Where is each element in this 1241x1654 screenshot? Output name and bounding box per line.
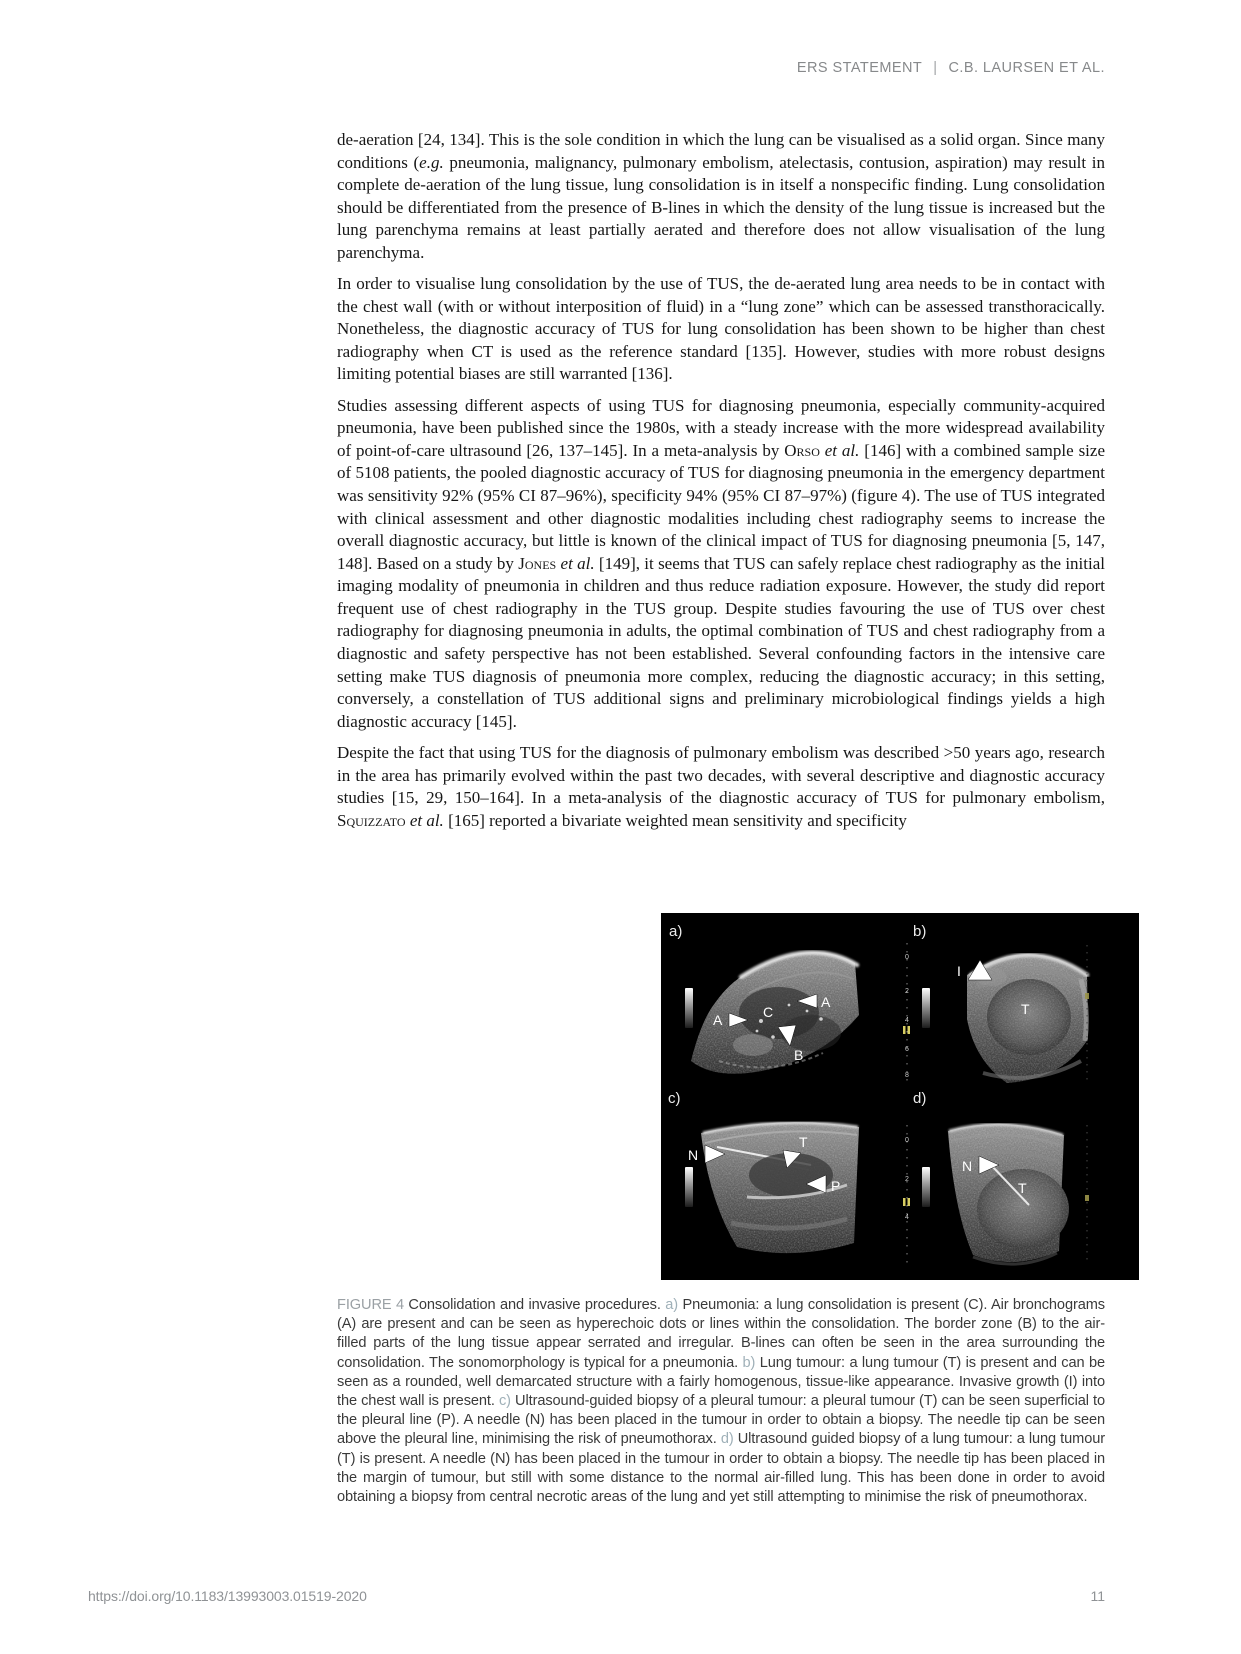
panel-a-letter-consolidation: C	[763, 1004, 774, 1020]
panel-a-label: a)	[669, 923, 683, 940]
header-journal-label: ERS STATEMENT	[796, 60, 923, 76]
figure-4-caption: FIGURE 4 Consolidation and invasive procedures. a) Pneumonia: a lung consolidation is present (C). Air bronchograms (A) are present and can be seen as hyperechoic dots or lines within the consolidation. The border zone (B) to the air-filled parts of the lung tissue appear serrated and irregular. B-lines can often be seen in the area surrounding the consolidation. The sonomorphology is typical for a pneumonia. b) Lung tumour: a lung tumour (T) is present and can be seen as a rounded, well demarcated structure with a fairly homogenous, tissue-like appearance. Invasive growth (I) into the chest wall is present. c) Ultrasound-guided biopsy of a pleural tumour: a pleural tumour (T) can be seen superficial to the pleural line (P). A needle (N) has been placed in the tumour in order to obtain a biopsy. The needle tip can be seen above the pleural line, minimising the risk of pneumothorax. d) Ultrasound guided biopsy of a lung tumour: a lung tumour (T) is present. A needle (N) has been placed in the tumour in order to obtain a biopsy. The needle tip has been placed in the margin of tumour, but still with some distance to the normal air-filled lung. This has been done in order to avoid obtaining a biopsy from central necrotic areas of the lung and yet still attempting to minimise the risk of pneumothorax.	[337, 1297, 1105, 1506]
ruler-mark: 0	[905, 1137, 909, 1144]
panel-a-letter-border: B	[794, 1047, 804, 1063]
panel-d-letter-needle: N	[962, 1158, 973, 1174]
ruler-mark: 0	[905, 954, 909, 961]
ruler-mark: 6	[905, 1046, 909, 1053]
ruler-mark: 2	[905, 1176, 909, 1183]
figure-4-image	[661, 913, 1139, 1280]
header-authors: C.B. LAURSEN ET AL.	[948, 60, 1105, 76]
body-paragraph-3: Studies assessing different aspects of using TUS for diagnosing pneumonia, especially community-acquired pneumonia, have been published since the 1980s, with a steady increase with the more widespread availability of point-of-care ultrasound [26, 137–145]. In a meta-analysis by Orso et al. [146] with a combined sample size of 5108 patients, the pooled diagnostic accuracy of TUS for diagnosing pneumonia in the emergency department was sensitivity 92% (95% CI 87–96%), specificity 94% (95% CI 87–97%) (figure 4). The use of TUS integrated with clinical assessment and other diagnostic modalities including chest radiography seems to increase the overall diagnostic accuracy, but little is known of the clinical impact of TUS for diagnosing pneumonia [5, 147, 148]. Based on a study by Jones et al. [149], it seems that TUS can safely replace chest radiography as the initial imaging modality of pneumonia in children and thus reduce radiation exposure. However, the study did report frequent use of chest radiography in the TUS group. Despite studies favouring the use of TUS over chest radiography for diagnosing pneumonia in adults, the optimal combination of TUS and chest radiography from a diagnostic and safety perspective has not been established. Several confounding factors in the intensive care setting make TUS diagnosis of pneumonia more complex, reducing the diagnostic accuracy; in this setting, conversely, a constellation of TUS additional signs and preliminary microbiological findings yields a high diagnostic accuracy [145].	[337, 395, 1105, 731]
ruler-mark: 4	[905, 1017, 909, 1024]
body-paragraph-4: Despite the fact that using TUS for the diagnosis of pulmonary embolism was described >50 years ago, research in the area has primarily evolved within the past two decades, with several descriptive and diagnostic accuracy studies [15, 29, 150–164]. In a meta-analysis of the diagnostic accuracy of TUS for pulmonary embolism, Squizzato et al. [165] reported a bivariate weighted mean sensitivity and specificity	[337, 742, 1105, 830]
panel-a-letter-air-1: A	[713, 1012, 723, 1028]
panel-b-label: b)	[913, 923, 927, 940]
grayscale-bar	[685, 988, 693, 1028]
ruler-mark: 2	[905, 988, 909, 995]
header-separator: |	[933, 60, 938, 76]
right-focus-marker-icon	[1085, 1195, 1089, 1201]
body-paragraph-2: In order to visualise lung consolidation by the use of TUS, the de-aerated lung area needs to be in contact with the chest wall (with or without interposition of fluid) in a “lung zone” which can be assessed transthoracically. Nonetheless, the diagnostic accuracy of TUS for lung consolidation has been shown to be higher than chest radiography when CT is used as the reference standard [135]. However, studies with more robust designs limiting potential biases are still warranted [136].	[337, 274, 1105, 384]
ruler-mark: 4	[905, 1214, 909, 1221]
body-paragraph-1: de-aeration [24, 134]. This is the sole condition in which the lung can be visualised as a solid organ. Since many conditions (e.g. pneumonia, malignancy, pulmonary embolism, atelectasis, contusion, aspiration) may result in complete de-aeration of the lung tissue, lung consolidation is in itself a nonspecific finding. Lung consolidation should be differentiated from the presence of B-lines in which the density of the lung tissue is increased but the lung parenchyma remains at least partially aerated and therefore does not allow visualisation of the lung parenchyma.	[337, 130, 1105, 262]
body-text-column	[337, 129, 1105, 841]
panel-c-letter-tumour: T	[799, 1134, 808, 1150]
panel-a-letter-air-2: A	[821, 994, 831, 1010]
panel-d-label: d)	[913, 1090, 927, 1107]
grayscale-bar	[922, 1167, 930, 1207]
ruler-mark: 8	[905, 1072, 909, 1079]
footer-page-number: 11	[1090, 1588, 1105, 1604]
grayscale-bar	[685, 1167, 693, 1207]
running-header	[337, 60, 1105, 76]
panel-c-letter-pleura: P	[831, 1178, 841, 1194]
grayscale-bar	[922, 988, 930, 1028]
panel-c-label: c)	[668, 1090, 681, 1107]
panel-b-letter-tumour: T	[1021, 1001, 1030, 1017]
panel-c-letter-needle: N	[688, 1147, 699, 1163]
right-focus-marker-icon	[1085, 993, 1089, 999]
panel-d-letter-tumour: T	[1018, 1180, 1027, 1196]
figure-4	[661, 913, 1139, 1280]
panel-b-letter-invasion: I	[957, 963, 961, 979]
footer-doi-link[interactable]: https://doi.org/10.1183/13993003.01519-2020	[88, 1588, 367, 1604]
